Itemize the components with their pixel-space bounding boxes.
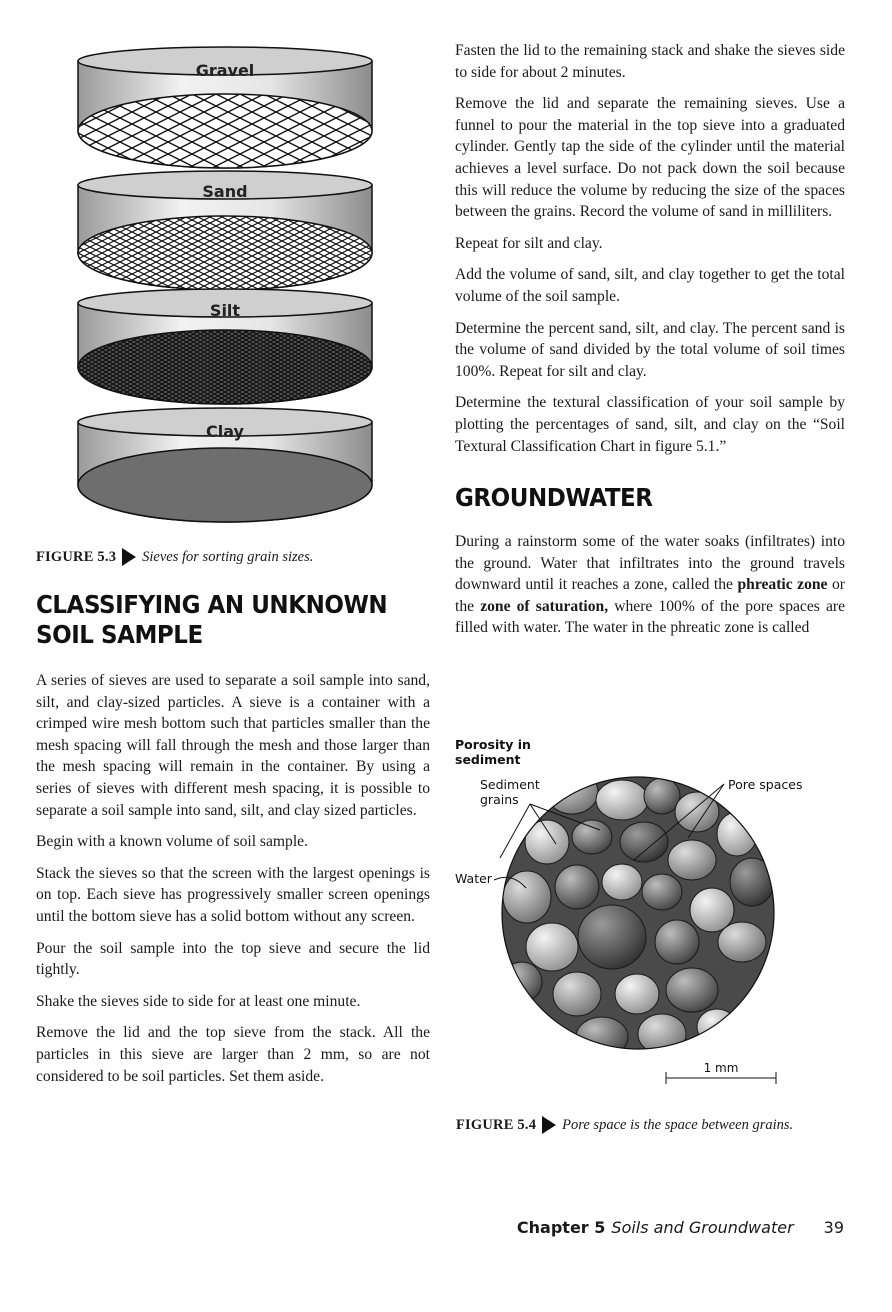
- label-sediment-grains-2: grains: [480, 792, 519, 807]
- heading-line-2: SOIL SAMPLE: [36, 620, 203, 649]
- caption-arrow-icon: [122, 548, 136, 566]
- groundwater-paragraph: [455, 531, 845, 639]
- sieve-label-silt: Silt: [209, 301, 241, 320]
- term-zone-of-saturation: zone of saturation,: [480, 597, 609, 615]
- caption-arrow-icon: [542, 1116, 556, 1134]
- paragraph: A series of sieves are used to separate a soil sample into sand, silt, and clay-sized particles. A sieve is a container with a crimped wire mesh bottom such that particles smaller than the mesh spacing will fall through the mesh and those larger than the mesh spacing will remain in the container. By using a series of sieves with different mesh spacing, it is possible to separate a soil sample into sand, silt, and clay sized particles.: [36, 672, 430, 819]
- porosity-figure: [452, 732, 832, 1092]
- page-footer: [517, 1218, 844, 1237]
- left-column: [36, 40, 430, 1097]
- sieve-label-sand: Sand: [202, 182, 248, 201]
- paragraph: Begin with a known volume of soil sample.: [36, 833, 308, 851]
- paragraph: Remove the lid and separate the remaining sieves. Use a funnel to pour the material in the top sieve into a graduated cylinder. Gently tap the side of the cylinder until the material achieves a level surface. Do not pack down the soil because this will reduce the volume by reducing the size of the spaces between the grains. Record the volume of sand in milliliters.: [455, 95, 845, 221]
- sieve-sand: [78, 171, 372, 290]
- footer-chapter-title: Soils and Groundwater: [611, 1218, 794, 1237]
- paragraph: Fasten the lid to the remaining stack and shake the sieves side to side for about 2 minutes.: [455, 42, 845, 81]
- figure-caption-text: Sieves for sorting grain sizes.: [142, 548, 314, 565]
- sieve-silt: [78, 289, 372, 404]
- heading-line-1: CLASSIFYING AN UNKNOWN: [36, 590, 388, 619]
- sieve-stack-figure: [36, 40, 430, 530]
- right-column: [455, 40, 845, 649]
- sieve-label-clay: Clay: [206, 422, 244, 441]
- figure-5-3-caption: [36, 548, 430, 566]
- figure-caption-text: Pore space is the space between grains.: [562, 1116, 794, 1133]
- paragraph: Stack the sieves so that the screen with the largest openings is on top. Each sieve has progressively smaller screen openings until the bottom sieve has a solid bottom without any screen.: [36, 864, 430, 925]
- sieve-gravel: [78, 47, 372, 168]
- label-water: Water: [455, 871, 492, 886]
- classifying-body: [36, 670, 430, 1087]
- label-sediment-grains-1: Sediment: [480, 777, 540, 792]
- label-pore-spaces: Pore spaces: [728, 777, 803, 792]
- text-run: where 100% of the pore spaces are filled with water. The water in the phreatic zone is called: [455, 597, 845, 637]
- text-run: During a rainstorm some of the water soaks (infiltrates) into the ground. Water that infiltrates into the ground travels downward until it reaches a zone, called the: [455, 533, 845, 594]
- figure-5-4-caption: [456, 1116, 793, 1134]
- section-heading-groundwater: GROUNDWATER: [455, 483, 653, 513]
- porosity-title-line1: Porosity in: [455, 737, 531, 752]
- porosity-title-line2: sediment: [455, 752, 521, 767]
- figure-label: FIGURE 5.3: [36, 548, 117, 565]
- footer-chapter: Chapter 5: [516, 1218, 606, 1237]
- figure-label: FIGURE 5.4: [456, 1116, 537, 1133]
- paragraph: Remove the lid and the top sieve from the stack. All the particles in this sieve are larger than 2 mm, so are not considered to be soil particles. Set them aside.: [36, 1024, 430, 1085]
- section-heading-classifying: [36, 590, 398, 650]
- text-run: or the: [455, 576, 845, 615]
- paragraph: Determine the textural classification of your soil sample by plotting the percentages of sand, silt, and clay on the “Soil Textural Classification Chart in figure 5.1.”: [455, 394, 845, 455]
- paragraph: Repeat for silt and clay.: [455, 234, 603, 252]
- paragraph: Shake the sieves side to side for at least one minute.: [36, 992, 361, 1010]
- sieve-clay: [78, 408, 372, 522]
- sieve-label-gravel: Gravel: [195, 61, 255, 80]
- paragraph: Determine the percent sand, silt, and clay. The percent sand is the volume of sand divided by the total volume of soil times 100%. Repeat for silt and clay.: [455, 319, 845, 380]
- procedure-continued: [455, 40, 845, 457]
- page-number: 39: [823, 1218, 844, 1237]
- scale-bar-label: 1 mm: [703, 1061, 739, 1075]
- term-phreatic-zone: phreatic zone: [737, 576, 828, 594]
- paragraph: Pour the soil sample into the top sieve and secure the lid tightly.: [36, 939, 430, 979]
- paragraph: Add the volume of sand, silt, and clay together to get the total volume of the soil sample.: [455, 266, 845, 305]
